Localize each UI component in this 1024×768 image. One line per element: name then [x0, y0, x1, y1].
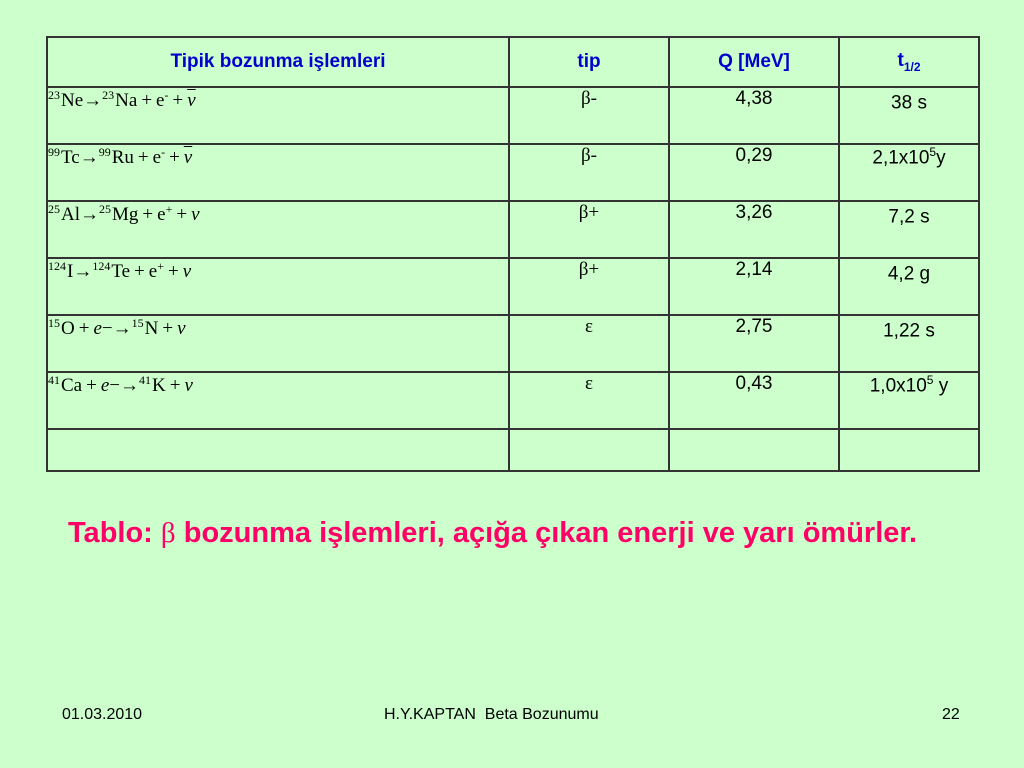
half-life: $2,1x10^5y$ [839, 144, 979, 201]
decay-equation: $^{25}$Al→$^{25}$Mg + e+ + ν [47, 201, 509, 258]
header-q: Q [MeV] [669, 37, 839, 87]
q-value: 0,29 [669, 144, 839, 201]
half-life: $1,0x10^5$ y [839, 372, 979, 429]
decay-type: ε [509, 315, 669, 372]
table-row [47, 258, 979, 315]
decay-type: β+ [509, 258, 669, 315]
header-tip: tip [509, 37, 669, 87]
decay-equation: $^{15}$O + e−→$^{15}$N + ν [47, 315, 509, 372]
decay-type: ε [509, 372, 669, 429]
table-row-empty [47, 429, 979, 471]
half-life: 1,22 s [839, 315, 979, 372]
half-life: 4,2 g [839, 258, 979, 315]
decay-equation: $^{124}$I→$^{124}$Te + e+ + ν [47, 258, 509, 315]
decay-type: β- [509, 144, 669, 201]
footer-page-number: 22 [942, 706, 960, 723]
table-caption [68, 512, 968, 554]
decay-equation: $^{41}$Ca + e−→$^{41}$K + ν [47, 372, 509, 429]
q-value: 3,26 [669, 201, 839, 258]
table-row [47, 372, 979, 429]
caption-greek: β [160, 517, 176, 549]
decay-equation: $^{99}Tc\to^{99}Ru + e^- + \overline{\nu}$ [47, 144, 509, 201]
table-header-row [47, 37, 979, 87]
footer-title: H.Y.KAPTAN Beta Bozunumu [384, 706, 599, 723]
decay-table [46, 36, 980, 472]
q-value: 2,75 [669, 315, 839, 372]
decay-type: β- [509, 87, 669, 144]
decay-equation: $^{23}Ne\to^{23}Na + e^- + \overline{\nu}$ [47, 87, 509, 144]
half-life: 7,2 s [839, 201, 979, 258]
caption-text: bozunma işlemleri, açığa çıkan enerji ve yarı ömürler. [183, 517, 918, 549]
header-process: Tipik bozunma işlemleri [47, 37, 509, 87]
q-value: 0,43 [669, 372, 839, 429]
empty-cell [509, 429, 669, 471]
footer-date: 01.03.2010 [62, 706, 143, 723]
empty-cell [669, 429, 839, 471]
table-row [47, 201, 979, 258]
header-half-life: $t_{1/2}$ [839, 37, 979, 87]
empty-cell [47, 429, 509, 471]
half-life: 38 s [839, 87, 979, 144]
decay-type: β+ [509, 201, 669, 258]
q-value: 4,38 [669, 87, 839, 144]
empty-cell [839, 429, 979, 471]
table-row [47, 315, 979, 372]
caption-prefix: Tablo: [68, 517, 153, 549]
table-row [47, 144, 979, 201]
q-value: 2,14 [669, 258, 839, 315]
table-row [47, 87, 979, 144]
